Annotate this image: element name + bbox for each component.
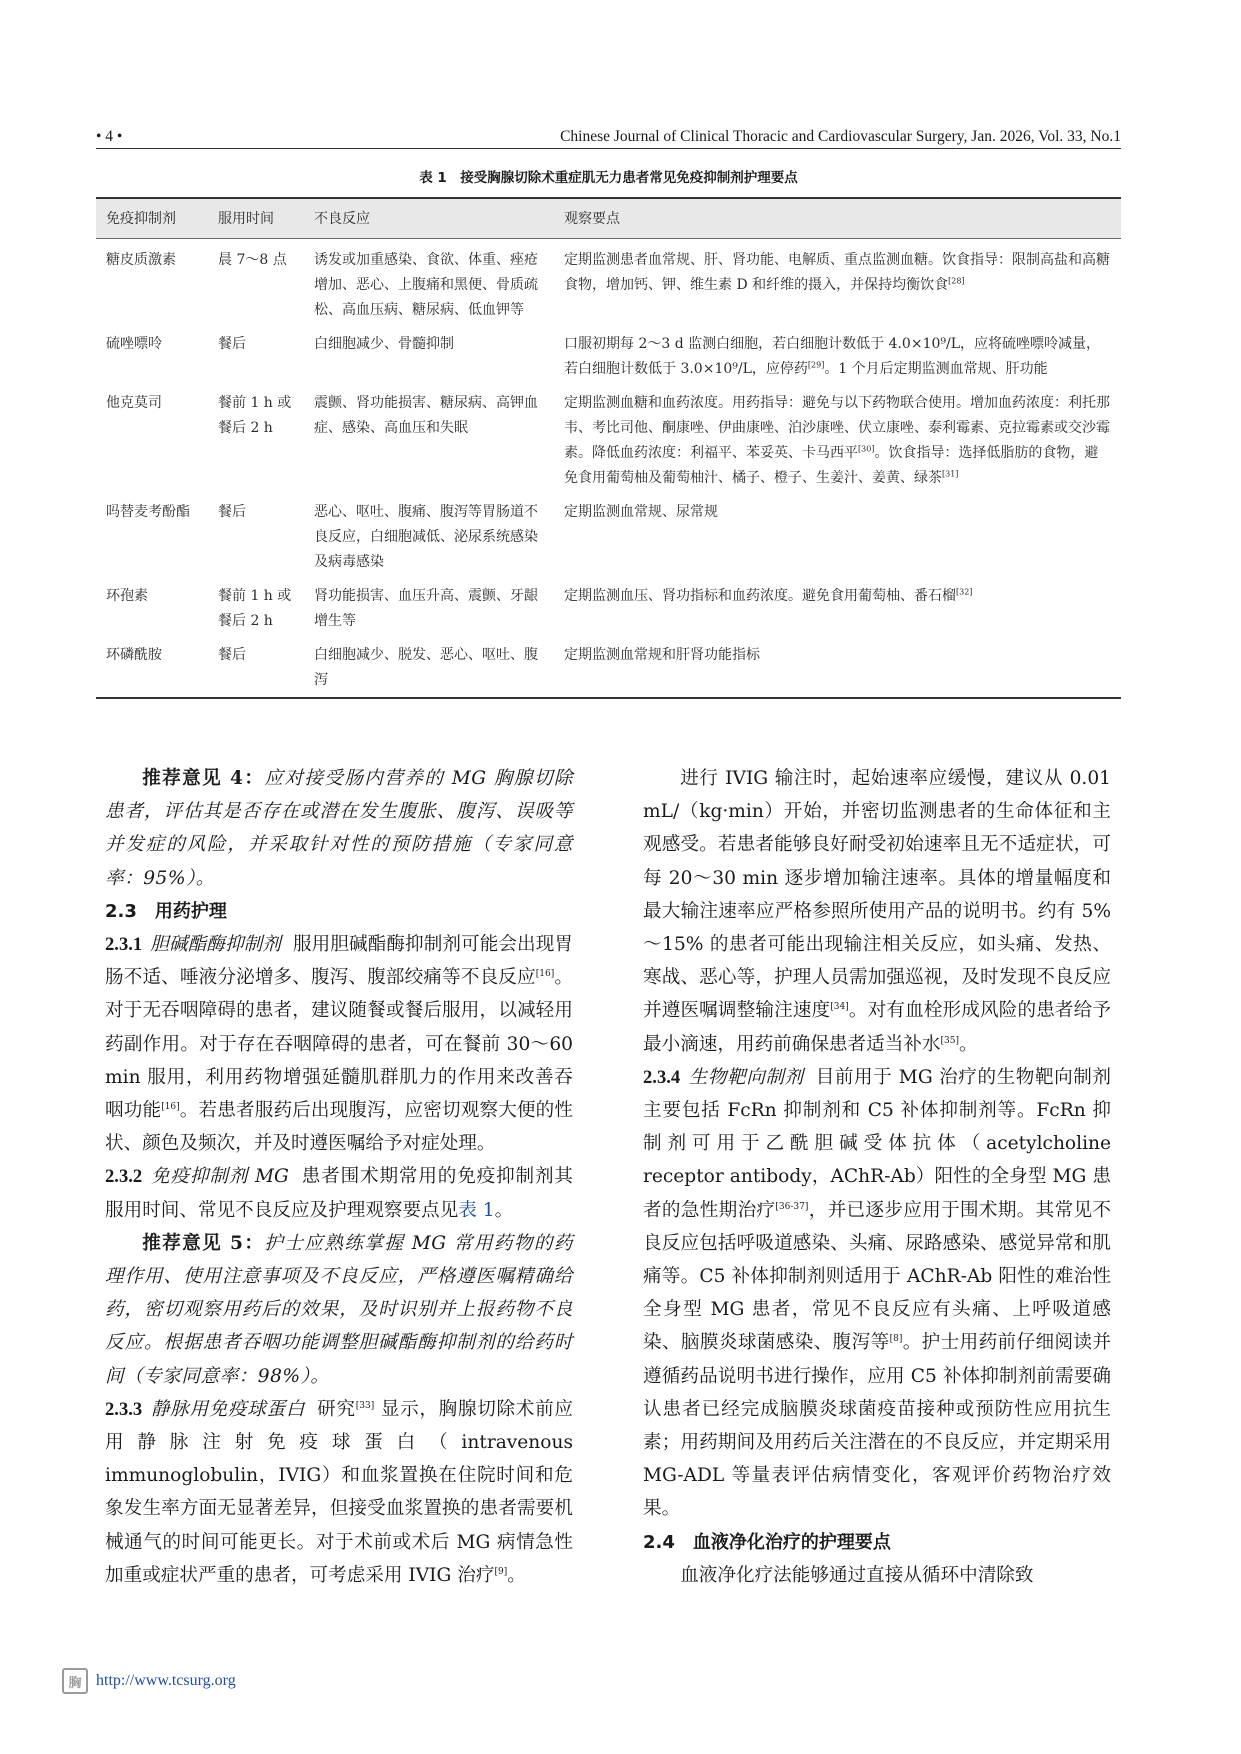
observation-text: 定期监测血常规和肝肾功能指标 xyxy=(564,647,760,663)
paragraph-text: 。 xyxy=(507,1564,526,1586)
section-heading-2-4 xyxy=(643,1526,1111,1559)
col-header-drug: 免疫抑制剂 xyxy=(96,198,208,239)
paragraph-ivig-infusion xyxy=(643,762,1111,1061)
citation[interactable]: [16] xyxy=(161,1101,180,1112)
cell-drug: 环孢素 xyxy=(106,588,148,604)
paragraph-text: 。 xyxy=(494,1199,514,1221)
table-row xyxy=(96,323,1121,382)
table-1-link[interactable]: 表 1 xyxy=(458,1199,495,1221)
table-row xyxy=(96,382,1121,491)
paragraph-text: 。若患者服药后出现腹泻，应密切观察大便的性状、颜色及频次，并及时遵医嘱给予对症处理。 xyxy=(105,1100,573,1155)
paragraph-text: 。对于无吞咽障碍的患者，建议随餐或餐后服用，以减轻用药副作用。对于存在吞咽障碍的患者，可在餐前 30～60 min 服用，利用药物增强延髓肌群肌力的作用来改善吞咽功能 xyxy=(105,967,573,1122)
section-heading-2-3 xyxy=(105,895,573,928)
table-row xyxy=(96,491,1121,575)
paragraph-text: 目前用于 MG 治疗的生物靶向制剂主要包括 FcRn 抑制剂和 C5 补体抑制剂等。FcRn 抑制剂可用于乙酰胆碱受体抗体（acetylcholine receptor antibody，AChR-Ab）阳性的全身型 MG 患者的急性期治疗 xyxy=(643,1066,1111,1221)
cell-adverse: 肾功能损害、血压升高、震颤、牙龈增生等 xyxy=(314,588,538,629)
recommendation-label: 推荐意见 4： xyxy=(142,768,265,789)
cell-drug: 他克莫司 xyxy=(106,395,162,411)
observation-text: 定期监测患者血常规、肝、肾功能、电解质、重点监测血糖。饮食指导：限制高盐和高糖食物，增加钙、钾、维生素 D 和纤维的摄入，并保持均衡饮食 xyxy=(564,252,1110,293)
paragraph-2-3-4 xyxy=(643,1061,1111,1526)
section-number: 2.4 xyxy=(643,1531,675,1553)
recommendation-label: 推荐意见 5： xyxy=(142,1232,265,1254)
subsection-title: 胆碱酯酶抑制剂 xyxy=(150,934,281,956)
cell-observation xyxy=(554,382,1121,491)
paragraph-2-3-3 xyxy=(105,1393,573,1592)
paragraph-2-3-1 xyxy=(105,928,573,1160)
cell-drug: 糖皮质激素 xyxy=(106,252,176,268)
page-header xyxy=(96,118,1121,146)
page-number: • 4 • xyxy=(96,128,123,145)
citation[interactable]: [32] xyxy=(956,587,973,597)
section-title: 用药护理 xyxy=(154,900,227,922)
recommendation-text: 护士应熟练掌握 MG 常用药物的药理作用、使用注意事项及不良反应，严格遵医嘱精确给药，密切观察用药后的效果，及时识别并上报药物不良反应。根据患者吞咽功能调整胆碱酯酶抑制剂的给药时间（专家同意率：98%）。 xyxy=(105,1232,573,1387)
table-caption: 表 1 接受胸腺切除术重症肌无力患者常见免疫抑制剂护理要点 xyxy=(419,170,798,186)
table-row xyxy=(96,634,1121,698)
journal-logo-icon: 胸 xyxy=(62,1668,88,1694)
cell-timing: 餐前 1 h 或餐后 2 h xyxy=(218,395,292,436)
citation[interactable]: [8] xyxy=(889,1334,903,1345)
observation-text-tail: 。1 个月后定期监测血常规、肝功能 xyxy=(824,361,1048,377)
cell-observation xyxy=(554,239,1121,324)
cell-timing: 餐后 xyxy=(218,504,246,520)
paragraph-text: 。 xyxy=(959,1033,978,1055)
observation-text: 口服初期每 2～3 d 监测白细胞，若白细胞计数低于 4.0×10⁹/L，应将硫唑嘌呤减量，若白细胞计数低于 3.0×10⁹/L，应停药 xyxy=(564,336,1101,377)
paragraph-text: 。对有血栓形成风险的患者给予最小滴速，用药前确保患者适当补水 xyxy=(643,1000,1111,1055)
cell-timing: 餐后 xyxy=(218,336,246,352)
observation-text-tail: 。饮食指导：选择低脂肪的食物，避免食用葡萄柚及葡萄柚汁、橘子、橙子、生姜汁、姜黄、绿茶 xyxy=(564,445,1099,486)
table-row xyxy=(96,239,1121,324)
recommendation-4 xyxy=(105,762,573,895)
paragraph-2-4 xyxy=(643,1559,1111,1592)
paragraph-text: 研究 xyxy=(317,1398,356,1420)
cell-adverse: 诱发或加重感染、食欲、体重、痤疮增加、恶心、上腹痛和黑便、骨质疏松、高血压病、糖尿病、低血钾等 xyxy=(314,252,538,318)
subsection-title: 静脉用免疫球蛋白 xyxy=(150,1398,306,1420)
cell-observation xyxy=(554,491,1121,575)
citation[interactable]: [9] xyxy=(494,1566,508,1577)
paragraph-2-3-2 xyxy=(105,1160,573,1226)
subsection-title: 生物靶向制剂 xyxy=(688,1066,804,1088)
observation-text: 定期监测血压、肾功指标和血药浓度。避免食用葡萄柚、番石榴 xyxy=(564,588,956,604)
recommendation-text: 应对接受肠内营养的 MG 胸腺切除患者，评估其是否存在或潜在发生腹胀、腹泻、误吸等并发症的风险，并采取针对性的预防措施（专家同意率：95%）。 xyxy=(105,768,573,889)
paragraph-text: 患者围术期常用的免疫抑制剂其服用时间、常见不良反应及护理观察要点见 xyxy=(105,1166,573,1221)
cell-adverse: 白细胞减少、骨髓抑制 xyxy=(314,336,454,352)
cell-adverse: 恶心、呕吐、腹痛、腹泻等胃肠道不良反应，白细胞减低、泌尿系统感染及病毒感染 xyxy=(314,504,538,570)
paragraph-text: 进行 IVIG 输注时，起始速率应缓慢，建议从 0.01 mL/（kg·min）开始，并密切监测患者的生命体征和主观感受。若患者能够良好耐受初始速率且无不适症状，可每 20～30 min 逐步增加输注速率。具体的增量幅度和最大输注速率应严格参照所使用产品的说明书。约有 5%～15% 的患者可能出现输注相关反应，如头痛、发热、寒战、恶心等，护理人员需加强巡视，及时发现不良反应并遵医嘱调整输注速度 xyxy=(643,768,1111,1022)
citation[interactable]: [28] xyxy=(948,276,965,286)
journal-url-link[interactable]: http://www.tcsurg.org xyxy=(96,1672,236,1689)
section-title: 血液净化治疗的护理要点 xyxy=(692,1531,891,1553)
section-number: 2.3 xyxy=(105,900,137,922)
journal-title: Chinese Journal of Clinical Thoracic and Cardiovascular Surgery, Jan. 2026, Vol. 33, No.1 xyxy=(560,128,1121,145)
subsection-number: 2.3.1 xyxy=(105,934,143,956)
subsection-number: 2.3.4 xyxy=(643,1066,681,1088)
immunosuppressant-table xyxy=(96,197,1121,699)
cell-timing: 餐前 1 h 或餐后 2 h xyxy=(218,588,292,629)
observation-text: 定期监测血常规、尿常规 xyxy=(564,504,718,520)
header-divider xyxy=(96,148,1121,149)
col-header-observation: 观察要点 xyxy=(554,198,1121,239)
citation[interactable]: [34] xyxy=(830,1002,849,1013)
cell-timing: 餐后 xyxy=(208,634,304,698)
citation[interactable]: [35] xyxy=(940,1035,959,1046)
citation[interactable]: [16] xyxy=(535,969,555,980)
cell-adverse: 白细胞减少、脱发、恶心、呕吐、腹泻 xyxy=(304,634,554,698)
col-header-adverse: 不良反应 xyxy=(304,198,554,239)
right-column xyxy=(643,762,1111,1592)
left-column xyxy=(105,762,573,1592)
citation[interactable]: [31] xyxy=(942,469,959,479)
subsection-title: 免疫抑制剂 MG xyxy=(150,1166,289,1188)
paragraph-text: 。护士用药前仔细阅读并遵循药品说明书进行操作，应用 C5 补体抑制剂前需要确认患者已经完成脑膜炎球菌疫苗接种或预防性应用抗生素；用药期间及用药后关注潜在的不良反应，并定期采用 MG-ADL 等量表评估病情变化，客观评价药物治疗效果。 xyxy=(643,1332,1111,1520)
paragraph-text: 血液净化疗法能够通过直接从循环中清除致 xyxy=(680,1564,1034,1586)
citation[interactable]: [33] xyxy=(355,1400,375,1411)
cell-observation xyxy=(554,575,1121,634)
paragraph-text: 显示，胸腺切除术前应用静脉注射免疫球蛋白（intravenous immunoglobulin，IVIG）和血浆置换在住院时间和危象发生率方面无显著差异，但接受血浆置换的患者需要机械通气的时间可能更长。对于术前或术后 MG 病情急性加重或症状严重的患者，可考虑采用 IVIG 治疗 xyxy=(105,1398,573,1586)
cell-observation xyxy=(554,634,1121,698)
cell-drug: 吗替麦考酚酯 xyxy=(106,504,190,520)
table-row xyxy=(96,575,1121,634)
paragraph-text: ，并已逐步应用于围术期。其常见不良反应包括呼吸道感染、头痛、尿路感染、感觉异常和肌痛等。C5 补体抑制剂则适用于 AChR-Ab 阳性的难治性全身型 MG 患者，常见不良反应有头痛、上呼吸道感染、脑膜炎球菌感染、腹泻等 xyxy=(643,1199,1111,1354)
cell-drug: 硫唑嘌呤 xyxy=(106,336,162,352)
cell-drug: 环磷酰胺 xyxy=(96,634,208,698)
col-header-timing: 服用时间 xyxy=(208,198,304,239)
table-header-row xyxy=(96,198,1121,239)
citation[interactable]: [30] xyxy=(858,444,875,454)
citation[interactable]: [36-37] xyxy=(775,1201,809,1212)
page-footer xyxy=(62,1668,236,1694)
cell-adverse: 震颤、肾功能损害、糖尿病、高钾血症、感染、高血压和失眠 xyxy=(314,395,538,436)
cell-timing: 晨 7～8 点 xyxy=(218,252,287,268)
observation-text: 定期监测血糖和血药浓度。用药指导：避免与以下药物联合使用。增加血药浓度：利托那韦、考比司他、酮康唑、伊曲康唑、泊沙康唑、伏立康唑、泰利霉素、克拉霉素或交沙霉素。降低血药浓度：利福平、苯妥英、卡马西平 xyxy=(564,395,1110,461)
recommendation-5 xyxy=(105,1227,573,1393)
subsection-number: 2.3.3 xyxy=(105,1398,143,1420)
subsection-number: 2.3.2 xyxy=(105,1166,143,1188)
paragraph-text: 服用胆碱酯酶抑制剂可能会出现胃肠不适、唾液分泌增多、腹泻、腹部绞痛等不良反应 xyxy=(105,934,573,989)
cell-observation xyxy=(554,323,1121,382)
citation[interactable]: [29] xyxy=(807,360,825,370)
